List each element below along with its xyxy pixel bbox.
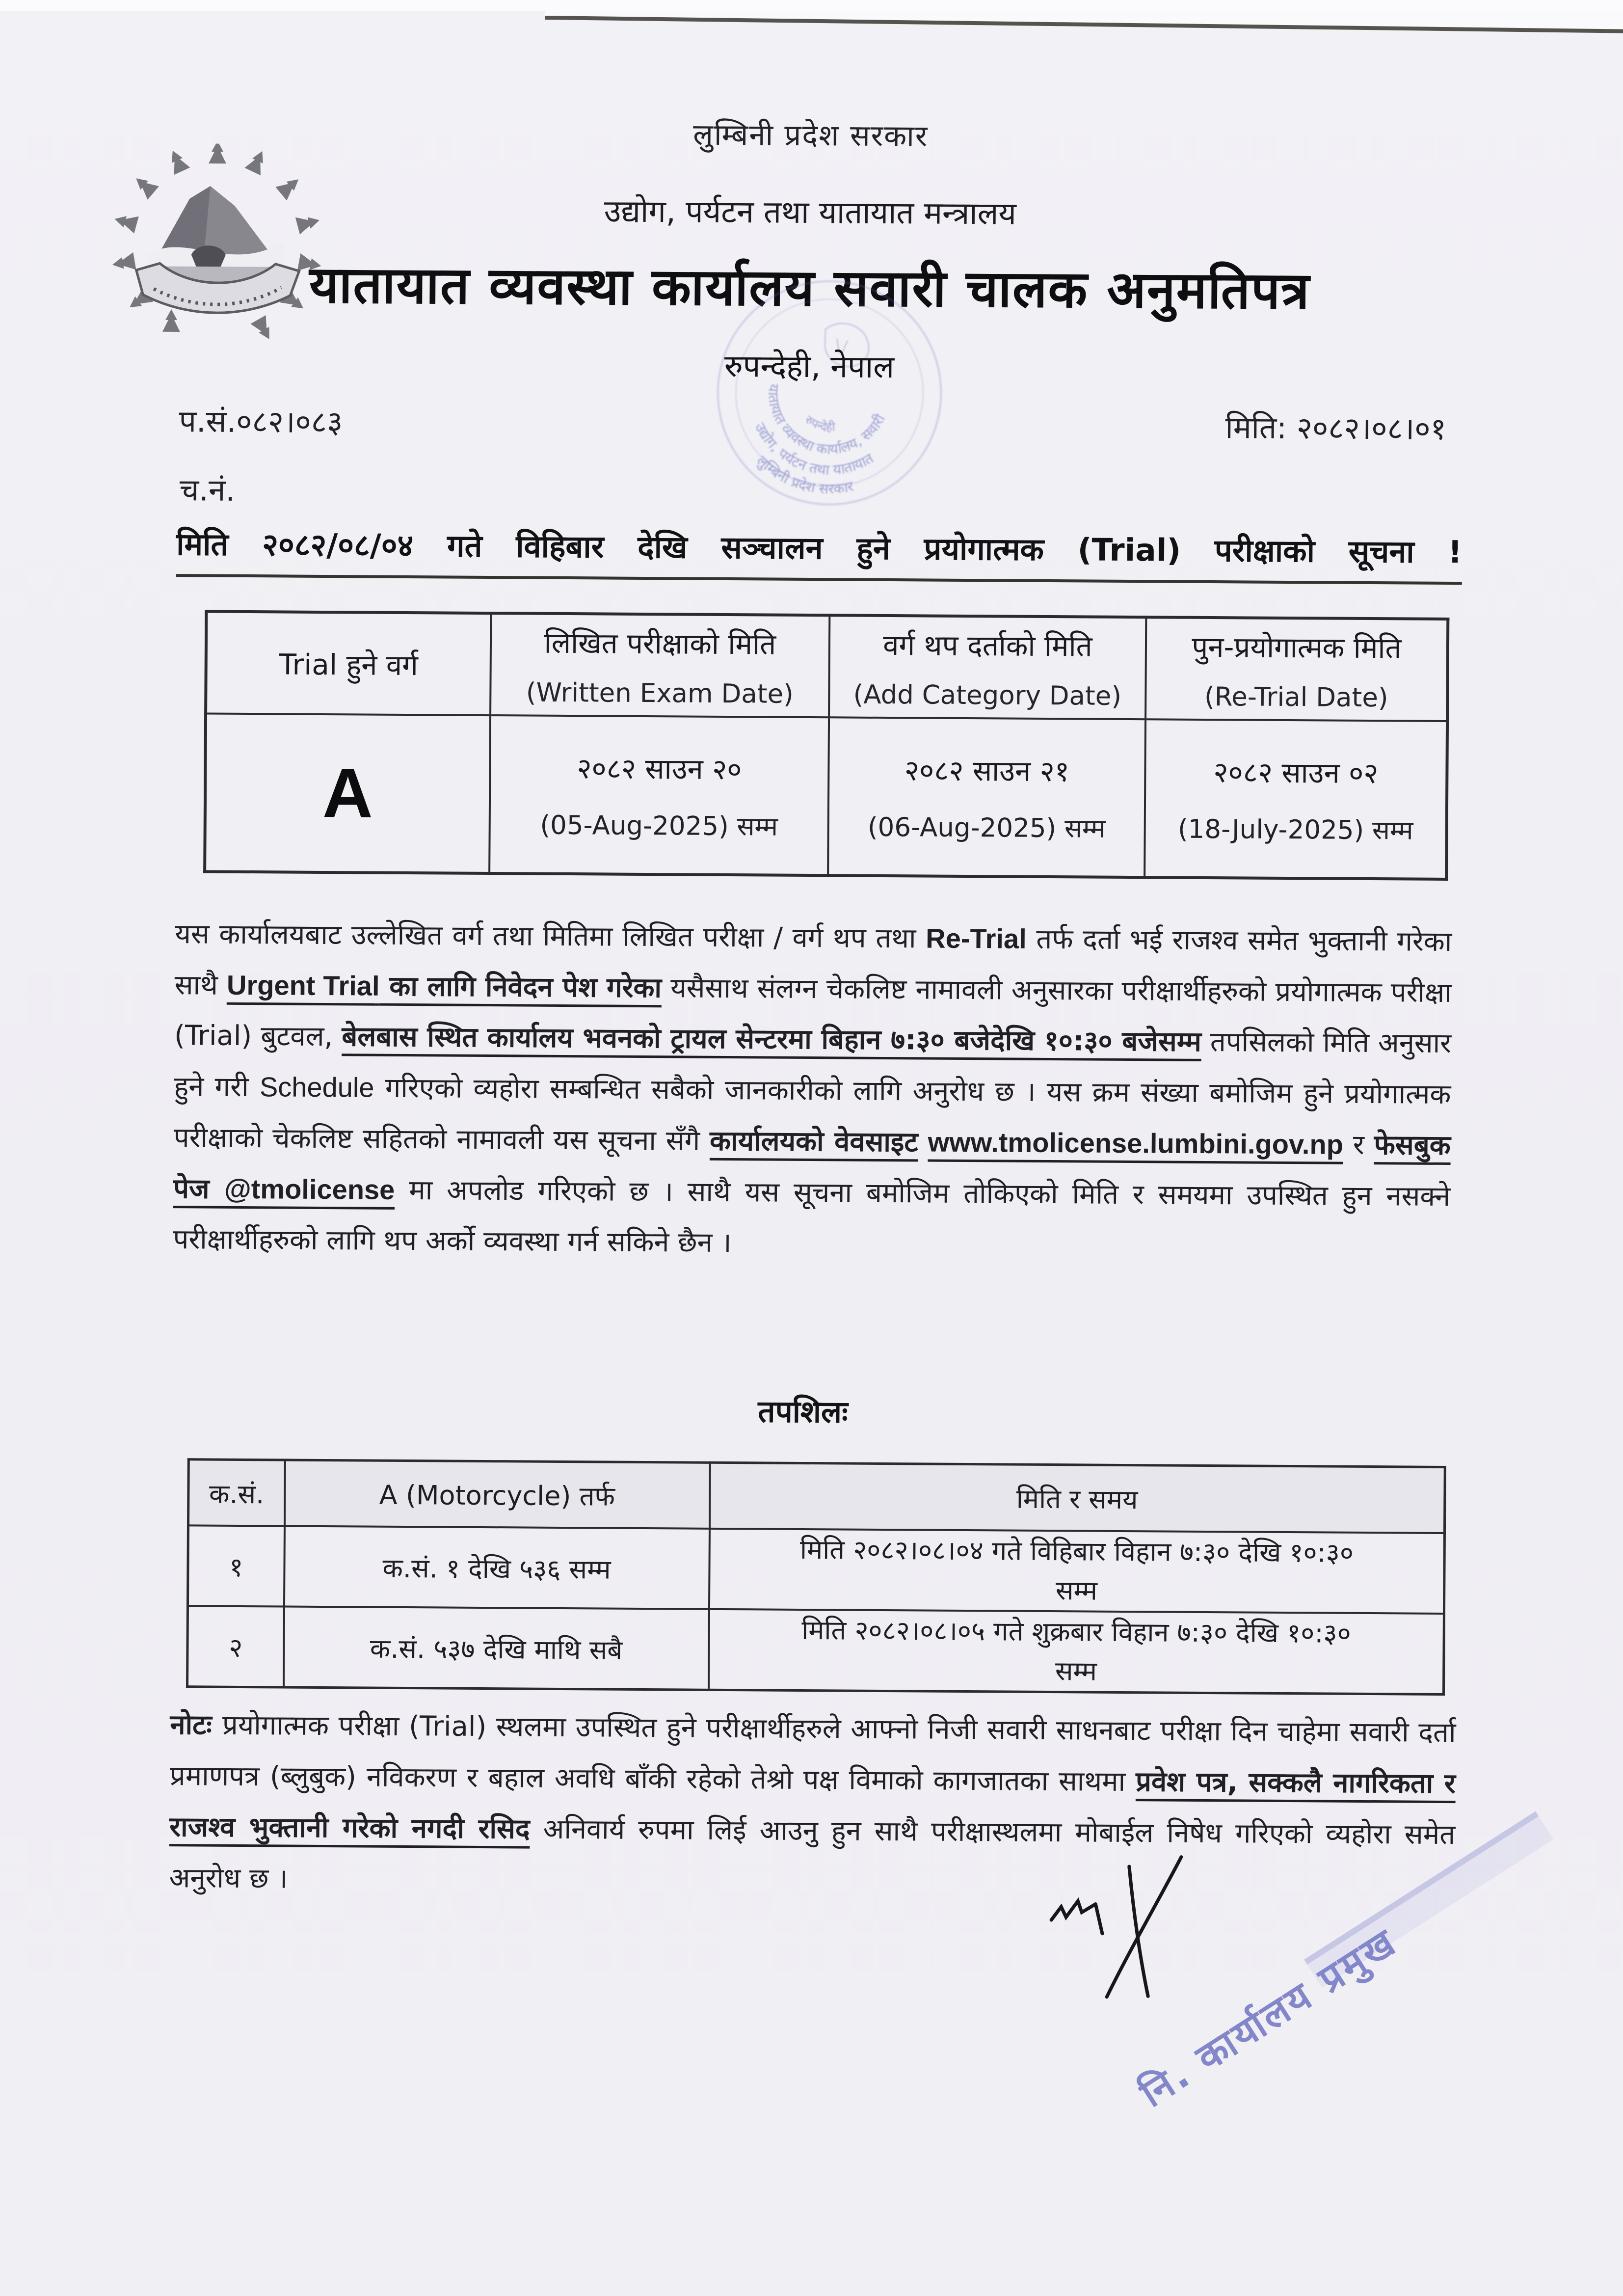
exam-table-header-written: लिखित परीक्षाको मिति (Written Exam Date) [490,613,829,717]
text-segment [918,1126,928,1158]
schedule-row-1 [187,1525,1444,1614]
subject-line: मिति २०८२/०८/०४ गते विहिबार देखि सञ्चालन हुने प्रयोगात्मक (Trial) परीक्षाको सूचना ! [176,522,1463,585]
text-segment: नोटः [170,1709,223,1741]
text-segment: तपसिलको मिति अनुसार हुने गरी [174,1026,1452,1104]
exam-table-header-category: Trial हुने वर्ग [206,612,491,716]
stamp-arc-government: लुम्बिनी प्रदेश सरकार [753,452,855,497]
datetime-cell: मिति २०८२।०८।०५ गते शुक्रबार विहान ७:३० देखि १०:३० सम्म [708,1609,1444,1694]
text-segment: फेसबुक पेज [173,1129,1451,1205]
schedule-title: तपशिलः [758,1393,848,1430]
exam-table-header-row [206,612,1448,721]
text-segment: र [1343,1129,1374,1162]
datetime-cell: मिति २०८२।०८।०४ गते विहिबार विहान ७:३० देखि १०:३० सम्म [709,1528,1444,1613]
header-government: लुम्बिनी प्रदेश सरकार [693,117,929,154]
signature-scribble [1032,1853,1198,2001]
schedule-header-range: A (Motorcycle) तर्फ [284,1460,710,1528]
header-ministry: उद्योग, पर्यटन तथा यातायात मन्त्रालय [604,193,1017,232]
exam-table [203,610,1449,880]
text-segment: बेलबास स्थित कार्यालय भवनको ट्रायल सेन्टरमा बिहान ७:३० बजेदेखि १०:३० बजेसम्म [342,1021,1202,1058]
header-location: रुपन्देही, नेपाल [724,348,895,385]
written-date-cell: २०८२ साउन २० (05-Aug-2025) सम्म [489,715,829,875]
issue-date: मिति: २०८२।०८।०१ [1225,409,1446,447]
text-segment: प्रयोगात्मक परीक्षा (Trial) स्थलमा उपस्थित हुने परीक्षार्थीहरुले आफ्नो निजी सवारी साधनबाट परीक्षा दिन चाहेमा सवारी दर्ता प्रमाणपत्र (ब्लुबुक) नविकरण र बहाल अवधि बाँकी रहेको तेश्रो पक्ष विमाको कागजातका साथमा [169,1709,1456,1798]
exam-table-header-addcategory: वर्ग थप दर्ताको मिति (Add Category Date) [829,615,1146,719]
stamp-arc-office: यातायात व्यवस्था कार्यालय, सवारी [765,383,889,458]
body-paragraph [173,908,1452,1272]
exam-table-data-row [205,714,1447,879]
retrial-date-cell: २०८२ साउन ०२ (18-July-2025) सम्म [1144,719,1447,879]
ref-number: प.सं.०८२।०८३ [179,403,343,440]
sn-cell: २ [187,1606,284,1687]
text-segment: www.tmolicense.lumbini.gov.np [928,1126,1344,1160]
text-segment: कार्यालयको वेवसाइट [709,1125,918,1159]
text-segment: Schedule [259,1071,374,1103]
stamp-arc-ministry: उद्योग, पर्यटन तथा यातायात [751,420,877,479]
schedule-header-datetime: मिति र समय [709,1462,1445,1533]
range-cell: क.सं. १ देखि ५३६ सम्म [284,1526,709,1609]
exam-table-header-retrial: पुन-प्रयोगात्मक मिति (Re-Trial Date) [1145,617,1448,721]
text-segment: गरिएको व्यहोरा सम्बन्धित सबैको जानकारीको लागि अनुरोध छ । यस क्रम संख्या बमोजिम हुने प्रयोगात्मक परीक्षाको चेकलिष्ट सहितको नामावली यस सूचना सँगै [173,1072,1451,1157]
dispatch-number: च.नं. [179,472,236,508]
header-office-title: यातायात व्यवस्था कार्यालय सवारी चालक अनुमतिपत्र [309,254,1310,321]
text-segment: यसैसाथ संलग्न चेकलिष्ट नामावली अनुसारका परीक्षार्थीहरुको प्रयोगात्मक परीक्षा (Trial) बुटवल, [174,972,1452,1053]
stamp-arc-location: रुपन्देही [802,412,836,434]
text-segment: Urgent Trial [226,969,380,1001]
office-chief-stamp: नि. कार्यालय प्रमुख [1132,1919,1405,2116]
text-segment: यस कार्यालयबाट उल्लेखित वर्ग तथा मितिमा लिखित परीक्षा / वर्ग थप तथा [175,918,926,955]
schedule-table [186,1458,1446,1695]
text-segment: अनिवार्य रुपमा लिई आउनु हुन साथै परीक्षास्थलमा मोबाईल निषेध गरिएको व्यहोरा समेत अनुरोध छ । [169,1813,1456,1895]
text-segment: @tmolicense [224,1173,395,1205]
sn-cell: १ [187,1525,284,1606]
text-segment: Re-Trial [926,922,1027,954]
round-office-stamp [704,265,956,521]
note-paragraph [169,1700,1456,1912]
schedule-header-row [188,1459,1445,1533]
schedule-row-2 [187,1606,1444,1694]
category-cell: A [205,714,490,874]
text-segment: तर्फ दर्ता भई राजश्व समेत भुक्तानी गरेका साथै [174,923,1452,1001]
range-cell: क.सं. ५३७ देखि माथि सबै [283,1606,709,1690]
addcategory-date-cell: २०८२ साउन २१ (06-Aug-2025) सम्म [828,717,1145,877]
text-segment: मा अपलोड गरिएको छ । साथै यस सूचना बमोजिम तोकिएको मिति र समयमा उपस्थित हुन नसक्ने परीक्षार्थीहरुको लागि थप अर्को व्यवस्था गर्न सकिने छैन । [173,1174,1451,1259]
text-segment: का लागि निवेदन पेश गरेका [379,970,662,1004]
text-segment: प्रवेश पत्र, सक्कलै नागरिकता र राजश्व भुक्तानी गरेको नगदी रसिद [169,1766,1456,1845]
schedule-header-sn: क.सं. [188,1459,285,1526]
